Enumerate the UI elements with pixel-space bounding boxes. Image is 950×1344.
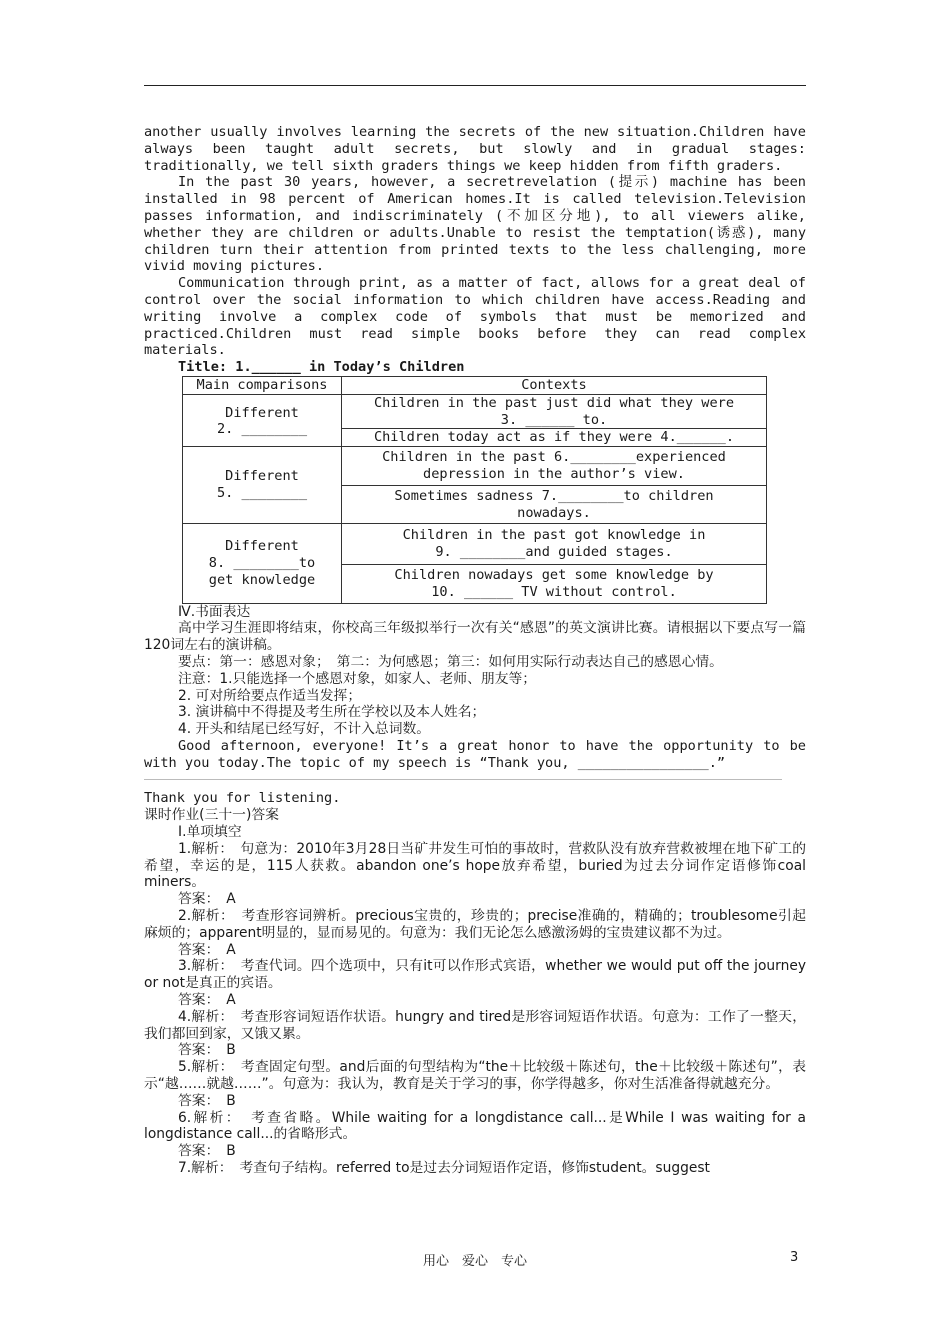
context-text: Children today act as if they were 4.______.: [373, 429, 735, 446]
context-text: Children in the past got knowledge in: [402, 527, 706, 544]
writing-area-line: [144, 779, 782, 780]
context-cell: [342, 564, 767, 603]
context-cell: [342, 524, 767, 565]
writing-prompt: 高中学习生涯即将结束，你校高三年级拟举行一次有关“感恩”的英文演讲比赛。请根据以下要点写一篇120词左右的演讲稿。: [144, 620, 806, 654]
passage-paragraph: another usually involves learning the secrets of the new situation.Children have always been taught adult secrets, but slowly and in gradual stages: traditionally, we tell sixth graders things we keep hidden from fifth graders.: [144, 124, 806, 174]
answer-key: 答案： B: [178, 1143, 236, 1160]
answer-analysis: 2.解析： 考查形容词辨析。precious宝贵的，珍贵的；precise准确的，精确的；troublesome引起麻烦的；apparent明显的，显而易见的。句意为：我们无论怎么感激汤姆的宝贵建议都不为过。: [144, 908, 806, 941]
page-content: [144, 124, 806, 1177]
context-cell: [342, 429, 767, 447]
context-text: depression in the author’s view.: [423, 465, 685, 482]
comparison-cell: [183, 447, 342, 524]
context-text: nowadays.: [517, 504, 591, 521]
answer-key: 答案： A: [178, 941, 236, 958]
answer-analysis: 4.解析： 考查形容词短语作状语。hungry and tired是形容词短语作状语。句意为：工作了一整天，我们都回到家，又饿又累。: [144, 1008, 806, 1042]
comparison-text: Different: [225, 468, 299, 485]
writing-points: 要点：第一：感恩对象； 第二：为何感恩；第三：如何用实际行动表达自己的感恩心情。: [178, 653, 723, 670]
answer-key: 答案： A: [178, 992, 236, 1009]
answers-title: 课时作业(三十一)答案: [144, 807, 279, 824]
header-rule: [144, 85, 806, 86]
comparison-text: Different: [225, 404, 299, 421]
comparison-text: 8. ________to: [208, 555, 316, 572]
page-number: 3: [790, 1250, 799, 1265]
context-cell: [342, 485, 767, 524]
passage-paragraph: In the past 30 years, however, a secretrevelation (提示) machine has been installed in 98 percent of American homes.It is called television.Television passes information, and indiscriminately (不加区分地), to all viewers alike, whether they are children or adults.Unable to resist the temptation(诱惑), many children turn their attention from printed texts to the less challenging, more vivid moving pictures.: [144, 174, 806, 275]
comparison-text: Different: [225, 538, 299, 555]
context-text: Children nowadays get some knowledge by: [394, 566, 714, 583]
answer-analysis: 5.解析： 考查固定句型。and后面的句型结构为“the＋比较级＋陈述句，the＋比较级＋陈述句”，表示“越……就越……”。句意为：我认为，教育是关于学习的事，你学得越多，你对生活准备得就越充分。: [144, 1059, 806, 1093]
writing-note: 3. 演讲稿中不得提及考生所在学校以及本人姓名；: [178, 704, 486, 721]
comparison-cell: [183, 524, 342, 603]
context-text: Children in the past 6.________experienced: [382, 449, 726, 466]
context-cell: [342, 394, 767, 429]
page-footer: 用心 爱心 专心: [422, 1254, 527, 1269]
context-text: 9. ________and guided stages.: [435, 544, 673, 561]
comparison-text: 5. ________: [216, 485, 308, 502]
answer-key: 答案： A: [178, 891, 236, 908]
answer-analysis: 3.解析： 考查代词。四个选项中，只有it可以作形式宾语，whether we would put off the journey or not是真正的宾语。: [144, 958, 806, 992]
answer-key: 答案： B: [178, 1042, 236, 1059]
answer-analysis: 1.解析： 句意为：2010年3月28日当矿井发生可怕的事故时，营救队没有放弃营救被埋在地下矿工的希望，幸运的是，115人获救。abandon one’s hope放弃希望，buried为过去分词作定语修饰coal miners。: [144, 840, 806, 891]
context-cell: [342, 447, 767, 486]
answer-analysis: 6.解析： 考查省略。While waiting for a longdistance call...是While I was waiting for a longdistance call...的省略形式。: [144, 1109, 806, 1143]
comparison-text: get knowledge: [208, 571, 316, 588]
writing-heading: Ⅳ.书面表达: [178, 603, 251, 620]
comparison-cell: [183, 394, 342, 446]
table-header: Contexts: [342, 376, 767, 394]
writing-note: 4. 开头和结尾已经写好，不计入总词数。: [178, 721, 431, 738]
writing-note: 注意：1.只能选择一个感恩对象，如家人、老师、朋友等；: [178, 670, 537, 687]
answers-section: Ⅰ.单项填空: [178, 824, 242, 841]
passage-paragraph: Communication through print, as a matter of fact, allows for a great deal of control over the social information to which children have access.Reading and writing involve a complex code of symbols that must be memorized and practiced.Children must read simple books before they can read complex materials.: [144, 275, 806, 359]
comparison-text: 2. ________: [216, 421, 308, 438]
answer-analysis: 7.解析： 考查句子结构。referred to是过去分词短语作定语，修饰student。suggest: [178, 1160, 710, 1177]
context-text: 3. ______ to.: [500, 411, 608, 428]
context-text: Sometimes sadness 7.________to children: [394, 487, 714, 504]
speech-closing: Thank you for listening.: [144, 790, 341, 807]
context-text: Children in the past just did what they were: [373, 394, 735, 411]
writing-note: 2. 可对所给要点作适当发挥；: [178, 687, 362, 704]
comparison-table: [182, 376, 767, 604]
context-text: 10. ______ TV without control.: [431, 583, 677, 600]
table-header: Main comparisons: [183, 376, 342, 394]
answer-key: 答案： B: [178, 1092, 236, 1109]
speech-opening: Good afternoon, everyone! It’s a great honor to have the opportunity to be with you today.The topic of my speech is “Thank you, ________________.”: [144, 737, 806, 771]
summary-title-line: Title: 1.______ in Today’s Children: [178, 359, 465, 376]
